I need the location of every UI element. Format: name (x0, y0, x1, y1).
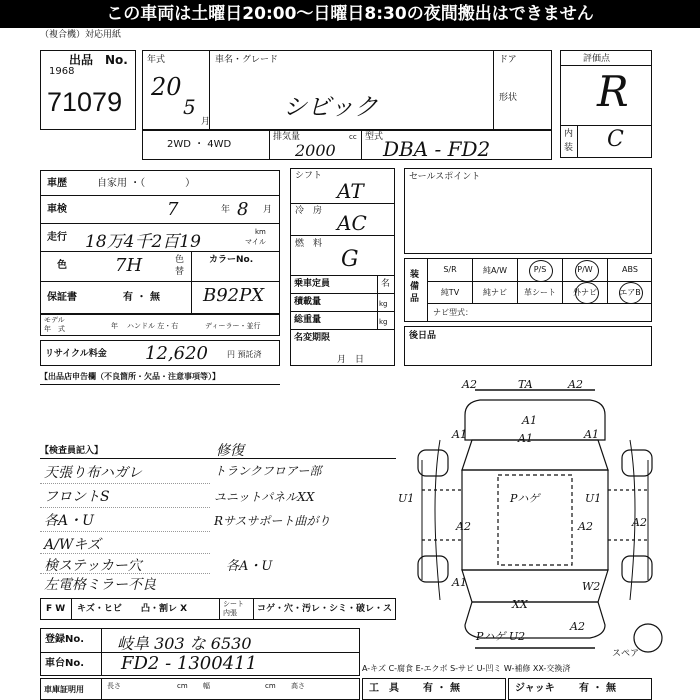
period-label: 名変期限 (294, 333, 331, 343)
after-items-box (404, 326, 652, 366)
equip-pw: P/W (577, 265, 593, 274)
mark-a1-top-mid: A1 (518, 432, 533, 445)
model-year-label-2: 年 式 (44, 325, 65, 333)
weight-label: 総重量 (294, 315, 322, 325)
color-label: 色 (57, 260, 67, 271)
chassis-label: 車台No. (45, 658, 85, 669)
inspector-right-1: 修復 (216, 443, 244, 459)
mark-a1-fl: A1 (452, 428, 467, 441)
cert-cm-2: cm (265, 682, 276, 690)
model-value: シビック (283, 93, 379, 121)
equip-aw: 純A/W (482, 266, 508, 275)
load-unit: kg (379, 300, 388, 308)
mark-a1-roof: A1 (522, 414, 537, 427)
lot-code: 1968 (49, 66, 75, 77)
lot-no-label: No. (105, 53, 128, 67)
jack-box (508, 678, 652, 700)
equip-leather: 革シート (524, 288, 556, 297)
type-value: DBA - FD2 (383, 137, 491, 161)
warranty-label: 保証書 (47, 292, 77, 303)
vehicle-info-box (142, 50, 552, 130)
equip-sr: S/R (443, 265, 457, 274)
period-unit: 月 日 (337, 355, 365, 365)
inspection-month: 8 (237, 199, 249, 220)
equip-ps: P/S (533, 265, 547, 274)
circle-airbag (619, 282, 643, 304)
mark-bumper-note: Pハゲ U2 (476, 630, 526, 643)
score-box (560, 50, 652, 158)
circle-ps (529, 260, 553, 282)
door-label: ドア (499, 55, 517, 65)
month-unit: 月 (201, 117, 211, 127)
load-label: 積載量 (294, 297, 322, 307)
inspection-year-unit: 年 (221, 205, 231, 215)
form-note: （複合機）対応用紙 (40, 30, 122, 40)
fw-row (40, 598, 396, 620)
equip-navi: 純ナビ (483, 288, 507, 297)
mileage-unit-mile: マイル (245, 238, 266, 246)
car-damage-diagram (400, 380, 670, 660)
aircon-value: AC (337, 211, 367, 235)
recycle-value: 12,620 (145, 343, 208, 364)
mileage-label: 走行 (47, 232, 67, 243)
mark-xx-rear: XX (512, 598, 528, 611)
spare-label: スペア (612, 649, 640, 659)
color-sub1: 色 (175, 255, 185, 265)
color-sub2: 替 (175, 267, 185, 277)
sales-point-box (404, 168, 652, 254)
color-value: 7H (115, 255, 143, 276)
year-value: 20 (151, 73, 182, 101)
shift-label: シフト (295, 171, 323, 181)
drive-row (142, 130, 552, 160)
equipment-mid-table (290, 168, 395, 366)
fw-hole: 凸・割レ X (141, 604, 188, 614)
displacement-value: 2000 (295, 141, 336, 160)
mark-a2-mid-l: A2 (456, 520, 471, 533)
mark-w2-rear: W2 (582, 580, 601, 593)
cert-label: 車庫証明用 (44, 685, 84, 694)
fw-label: F W (46, 604, 66, 614)
mark-a2-side-r: A2 (632, 516, 647, 529)
inspector-right-2: トランクフロアー部 (214, 464, 322, 478)
mileage-unit-km: km (255, 228, 266, 236)
dealer-label: ディーラー・並行 (205, 322, 261, 330)
jack-label: ジャッキ (515, 683, 555, 694)
inspector-left-6: 左電格ミラー不良 (44, 577, 156, 593)
capacity-label: 乗車定員 (294, 279, 331, 289)
equip-tv: 純TV (440, 288, 460, 297)
mark-a2-top: TA (518, 378, 533, 391)
model-year-label-1: モデル (44, 316, 65, 324)
inspector-left-5: 検ステッカー穴 (44, 558, 142, 574)
recycle-label: リサイクル料金 (45, 349, 107, 359)
navi-type-label: ナビ型式： (433, 308, 473, 317)
recycle-unit: 円 預託済 (227, 350, 262, 359)
score-value: R (597, 67, 629, 116)
inspector-right-3: ユニットパネルXX (214, 490, 315, 504)
equip-airbag: エアB (619, 288, 641, 297)
displacement-label: 排気量 (273, 132, 301, 142)
mark-a2-mid-r: A2 (578, 520, 593, 533)
equip-ext-navi: 外ナビ (573, 288, 597, 297)
year-label: 年式 (147, 55, 166, 65)
mark-a1-rl: A1 (452, 576, 467, 589)
registration-value: 岐阜 303 な 6530 (117, 634, 252, 653)
chassis-value: FD2 - 1300411 (121, 653, 258, 674)
damage-legend: A-キズ C-腐食 E-エクボ S-サビ U-凹ミ W-補修 XX-交換済 (362, 664, 571, 673)
seat-label-1: シート (223, 600, 244, 608)
shift-value: AT (337, 179, 364, 203)
circle-ext-navi (575, 282, 599, 304)
circle-pw (575, 260, 599, 282)
tools-value: 有 ・ 無 (423, 683, 460, 694)
equipment-label: 装備品 (410, 270, 420, 304)
lot-number: 71079 (47, 87, 123, 117)
model-year-unit: 年 (111, 322, 118, 330)
interior-value: C (607, 127, 624, 152)
warranty-value: 有 ・ 無 (123, 292, 160, 303)
mark-a2-bottom: A2 (570, 620, 585, 633)
recycle-row (40, 340, 280, 366)
fuel-label: 燃 料 (295, 239, 323, 249)
tools-box (362, 678, 506, 700)
mileage-value: 18万4千2百19 (85, 232, 201, 252)
mark-u1-left: U1 (398, 492, 415, 505)
type-label: 型式 (365, 132, 384, 142)
fw-scratch: キズ・ヒビ (77, 604, 122, 614)
score-label: 評価点 (583, 54, 611, 64)
inspection-month-unit: 月 (263, 205, 273, 215)
cert-cm-1: cm (177, 682, 188, 690)
registration-label: 登録No. (45, 634, 85, 645)
fw-items: コゲ・穴・汚レ・シミ・破レ・ス (257, 604, 393, 614)
inspector-left-1: 天張り布ハガレ (44, 465, 142, 481)
lot-label: 出品 (69, 53, 94, 67)
history-table (40, 170, 280, 314)
inspection-year: 7 (167, 199, 179, 220)
equip-abs: ABS (622, 265, 638, 274)
interior-label-1: 内 (564, 129, 574, 139)
mark-pa-center: Pハゲ (510, 492, 540, 505)
history-value: 自家用 ・（ ） (97, 178, 196, 189)
colorno-value: B92PX (203, 285, 265, 306)
inspector-title: 【検査員記入】 (40, 446, 104, 456)
after-label: 後日品 (409, 331, 437, 341)
cert-row (40, 678, 360, 700)
inspector-left-2: フロントS (44, 489, 110, 505)
inspector-left-4: A/Wキズ (44, 537, 101, 553)
model-label: 車名・グレード (215, 55, 279, 65)
lot-box (40, 50, 136, 130)
aircon-label: 冷 房 (295, 206, 323, 216)
cert-length: 長さ (107, 682, 121, 690)
mark-a2-right: A2 (568, 378, 583, 391)
mark-u1-right: U1 (585, 492, 602, 505)
inspector-left-3: 各A・U (44, 513, 94, 529)
fuel-value: G (341, 247, 359, 272)
warning-banner: この車両は土曜日20:00～日曜日8:30の夜間搬出はできません (0, 0, 700, 28)
weight-unit: kg (379, 318, 388, 326)
registration-table (40, 628, 360, 676)
inspector-right-4: Rサスサポート曲がり (214, 514, 331, 528)
capacity-unit: 名 (381, 279, 391, 289)
tools-label: 工 具 (369, 683, 399, 694)
drive-label: 2WD ・ 4WD (167, 139, 232, 150)
equipment-grid (404, 258, 652, 322)
model-year-row (40, 314, 280, 336)
seat-label-2: 内張 (223, 609, 237, 617)
inspection-label: 車検 (47, 204, 67, 215)
inspector-right-6: 各A・U (226, 559, 273, 574)
mark-a1-fr: A1 (584, 428, 599, 441)
displacement-unit: cc (349, 133, 357, 141)
mark-a2-left: A2 (462, 378, 477, 391)
notes-title: 【出品店申告欄（不良箇所・欠品・注意事項等）】 (40, 372, 220, 381)
history-label: 車歴 (47, 178, 67, 189)
handle-label: ハンドル 左・右 (127, 322, 179, 330)
interior-label-2: 装 (564, 143, 574, 153)
colorno-label: カラーNo. (209, 255, 254, 265)
cert-height: 高さ (291, 682, 305, 690)
sales-point-label: セールスポイント (409, 172, 481, 182)
month-value: 5 (183, 95, 196, 119)
jack-value: 有 ・ 無 (579, 683, 616, 694)
cert-width: 幅 (203, 682, 210, 690)
shape-label: 形状 (499, 93, 518, 103)
